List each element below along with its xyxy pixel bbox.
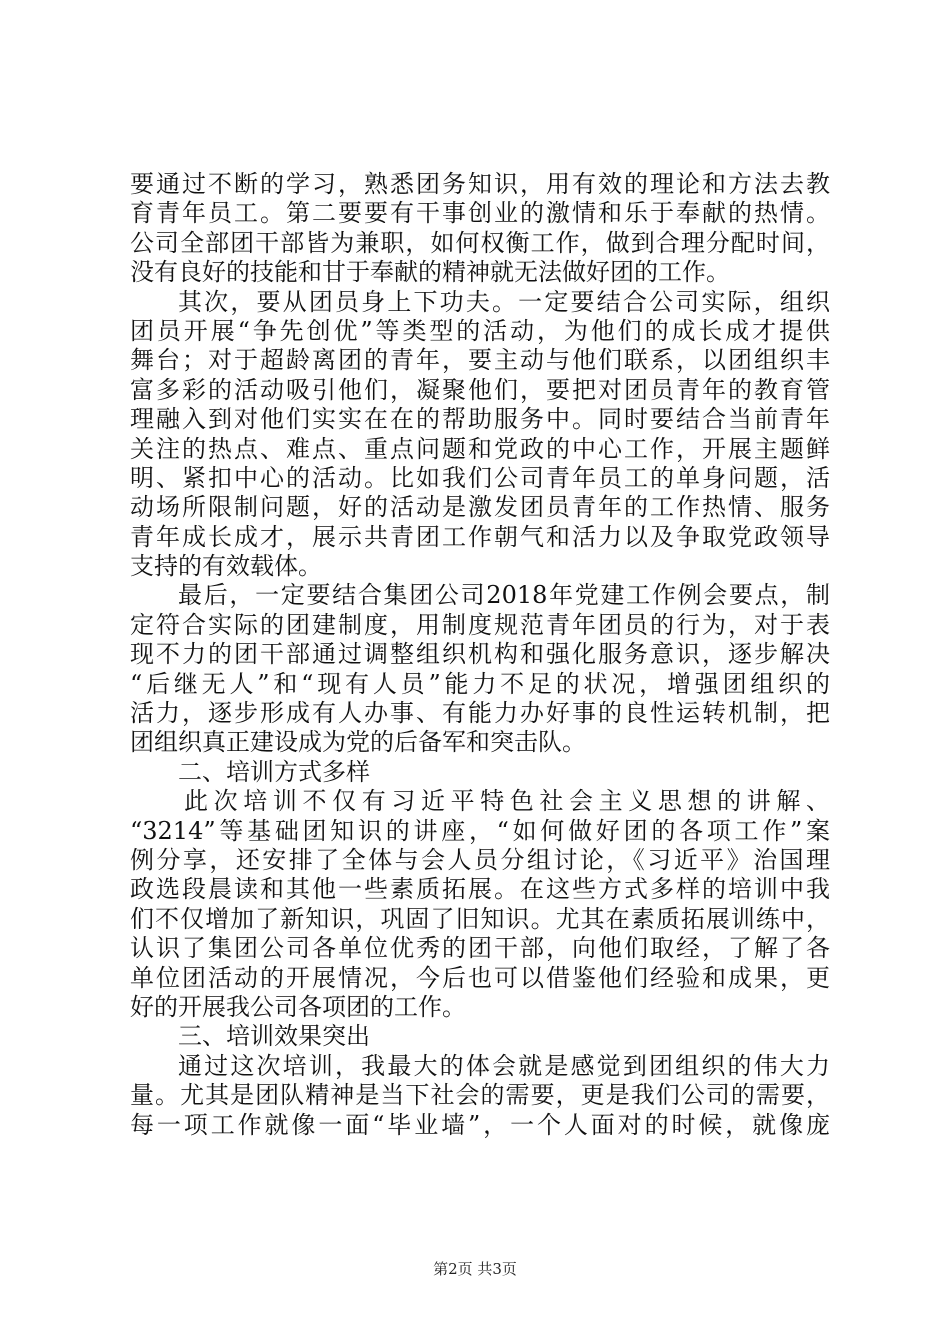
page-footer: 第2页 共3页	[433, 1260, 517, 1278]
text-line: 公司全部团干部皆为兼职，如何权衡工作，做到合理分配时间，	[130, 228, 830, 257]
text-line: 明、紧扣中心的活动。比如我们公司青年员工的单身问题，活	[130, 463, 830, 492]
text-line: 单位团活动的开展情况，今后也可以借鉴他们经验和成果，更	[130, 963, 830, 992]
section-heading: 二、培训方式多样	[178, 757, 370, 786]
text-line: 要通过不断的学习，熟悉团务知识，用有效的理论和方法去教	[130, 170, 830, 198]
paragraph-start-line: 最后，一定要结合集团公司2018年党建工作例会要点，制	[178, 581, 830, 610]
text-line: 关注的热点、难点、重点问题和党政的中心工作，开展主题鲜	[130, 434, 830, 463]
text-line: 活力，逐步形成有人办事、有能力办好事的良性运转机制，把	[130, 699, 830, 728]
text-line: 现不力的团干部通过调整组织机构和强化服务意识，逐步解决	[130, 640, 830, 669]
text-line: 育青年员工。第二要要有干事创业的激情和乐于奉献的热情。	[130, 199, 830, 228]
text-line: 理融入到对他们实实在在的帮助服务中。同时要结合当前青年	[130, 405, 830, 434]
text-line: 政选段晨读和其他一些素质拓展。在这些方式多样的培训中我	[130, 875, 830, 904]
text-line: 们不仅增加了新知识，巩固了旧知识。尤其在素质拓展训练中，	[130, 904, 830, 933]
text-line: 支持的有效载体。	[130, 552, 322, 581]
section-heading: 三、培训效果突出	[178, 1022, 370, 1051]
text-line: 定符合实际的团建制度，用制度规范青年团员的行为，对于表	[130, 610, 830, 639]
document-body	[130, 170, 830, 1140]
text-line: 好的开展我公司各项团的工作。	[130, 992, 466, 1021]
text-line: 例分享，还安排了全体与会人员分组讨论，《习近平》治国理	[130, 845, 830, 874]
text-line: “后继无人”和“现有人员”能力不足的状况，增强团组织的	[130, 669, 830, 698]
paragraph-start-line: 此次培训不仅有习近平特色社会主义思想的讲解、	[184, 787, 830, 816]
text-line: 没有良好的技能和甘于奉献的精神就无法做好团的工作。	[130, 258, 730, 287]
text-line: 动场所限制问题，好的活动是激发团员青年的工作热情、服务	[130, 493, 830, 522]
text-line: 团员开展“争先创优”等类型的活动，为他们的成长成才提供	[130, 316, 830, 345]
text-line: 青年成长成才，展示共青团工作朝气和活力以及争取党政领导	[130, 522, 830, 551]
paragraph-start-line: 其次，要从团员身上下功夫。一定要结合公司实际，组织	[178, 287, 830, 316]
text-line: 量。尤其是团队精神是当下社会的需要，更是我们公司的需要，	[130, 1081, 830, 1110]
text-line: 每一项工作就像一面“毕业墙”，一个人面对的时候，就像庞	[130, 1110, 830, 1139]
text-line: 认识了集团公司各单位优秀的团干部，向他们取经，了解了各	[130, 934, 830, 963]
text-line: 富多彩的活动吸引他们，凝聚他们，要把对团员青年的教育管	[130, 375, 830, 404]
text-line: 团组织真正建设成为党的后备军和突击队。	[130, 728, 586, 757]
text-line: 舞台；对于超龄离团的青年，要主动与他们联系，以团组织丰	[130, 346, 830, 375]
text-line: “3214”等基础团知识的讲座，“如何做好团的各项工作”案	[130, 816, 830, 845]
paragraph-start-line: 通过这次培训，我最大的体会就是感觉到团组织的伟大力	[178, 1051, 830, 1080]
